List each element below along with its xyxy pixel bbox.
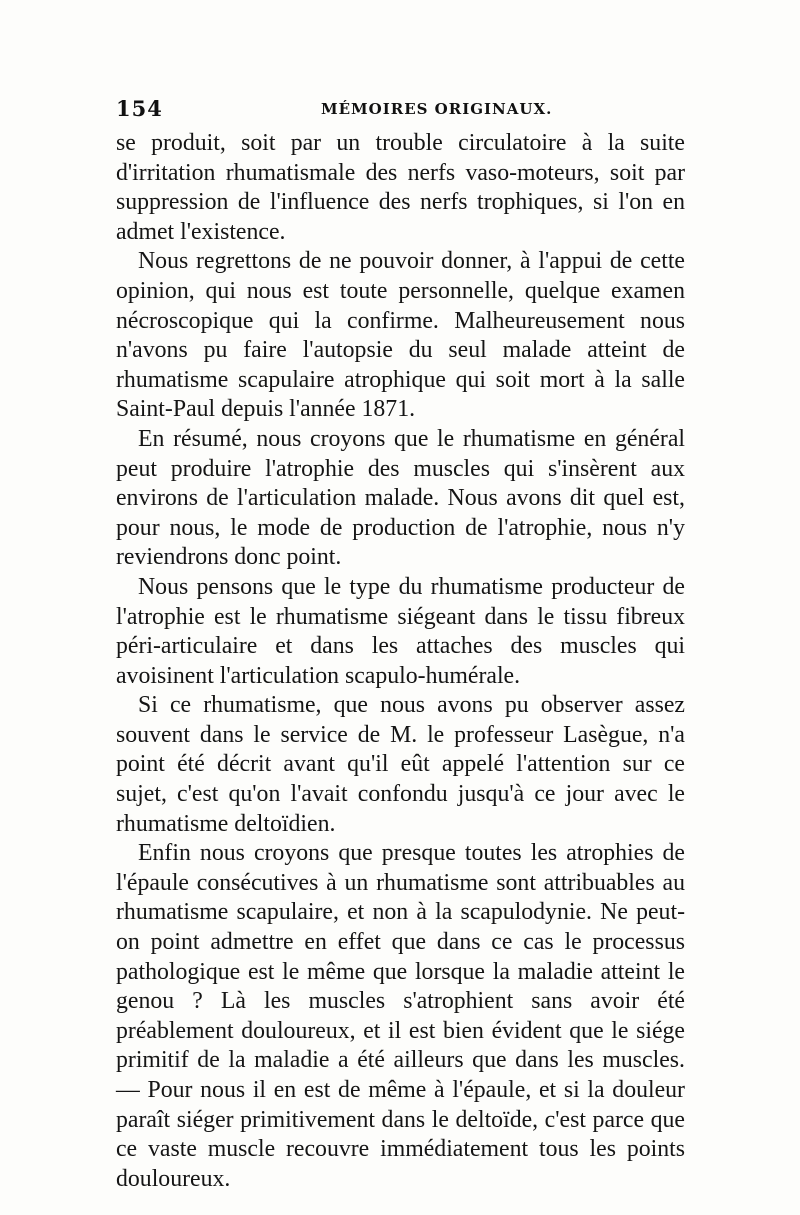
paragraph-autopsy: Nous regrettons de ne pouvoir donner, à l'appui de cette opinion, qui nous est toute personnelle, quelque examen nécroscopique qui la confirme. Malheureusement nous n'avons pu faire l'autopsie du seul malade atteint de rhumatisme scapulaire atrophique qui soit mort à la salle Saint-Paul depuis l'année 1871.	[116, 248, 685, 423]
paragraph-type: Nous pensons que le type du rhumatisme producteur de l'atrophie est le rhumatisme siégeant dans le tissu fibreux péri-articulaire et dans les attaches des muscles qui avoisinent l'articulation scapulo-humérale.	[116, 573, 685, 689]
page-header	[116, 96, 685, 126]
paragraph-summary: En résumé, nous croyons que le rhumatisme en général peut produire l'atrophie des muscles qui s'insèrent aux environs de l'articulation malade. Nous avons dit quel est, pour nous, le mode de production de l'atrophie, nous n'y reviendrons donc point.	[116, 425, 685, 571]
paragraph-conclusion: Enfin nous croyons que presque toutes les atrophies de l'épaule consécutives à un rhumatisme sont attribuables au rhumatisme scapulaire, et non à la scapulodynie. Ne peut-on point admettre en effet que dans ce cas le processus pathologique est le même que lorsque la maladie atteint le genou ? Là les muscles s'atrophient sans avoir été préablement douloureux, et il est bien évident que le siége primitif de la maladie a été ailleurs que dans les muscles. — Pour nous il en est de même à l'épaule, et si la douleur paraît siéger primitivement dans le deltoïde, c'est parce que ce vaste muscle recouvre immédiatement tous les points douloureux.	[116, 840, 685, 1192]
body-text	[116, 129, 685, 1194]
running-title: MÉMOIRES ORIGINAUX.	[321, 100, 553, 118]
page-number: 154	[116, 96, 163, 121]
paragraph-lasegue: Si ce rhumatisme, que nous avons pu observer assez souvent dans le service de M. le professeur Lasègue, n'a point été décrit avant qu'il eût appelé l'attention sur ce sujet, c'est qu'on l'avait confondu jusqu'à ce jour avec le rhumatisme deltoïdien.	[116, 692, 685, 837]
paragraph-continuation: se produit, soit par un trouble circulatoire à la suite d'irritation rhumatismale des nerfs vaso-moteurs, soit par suppression de l'influence des nerfs trophiques, si l'on en admet l'existence.	[116, 130, 685, 245]
